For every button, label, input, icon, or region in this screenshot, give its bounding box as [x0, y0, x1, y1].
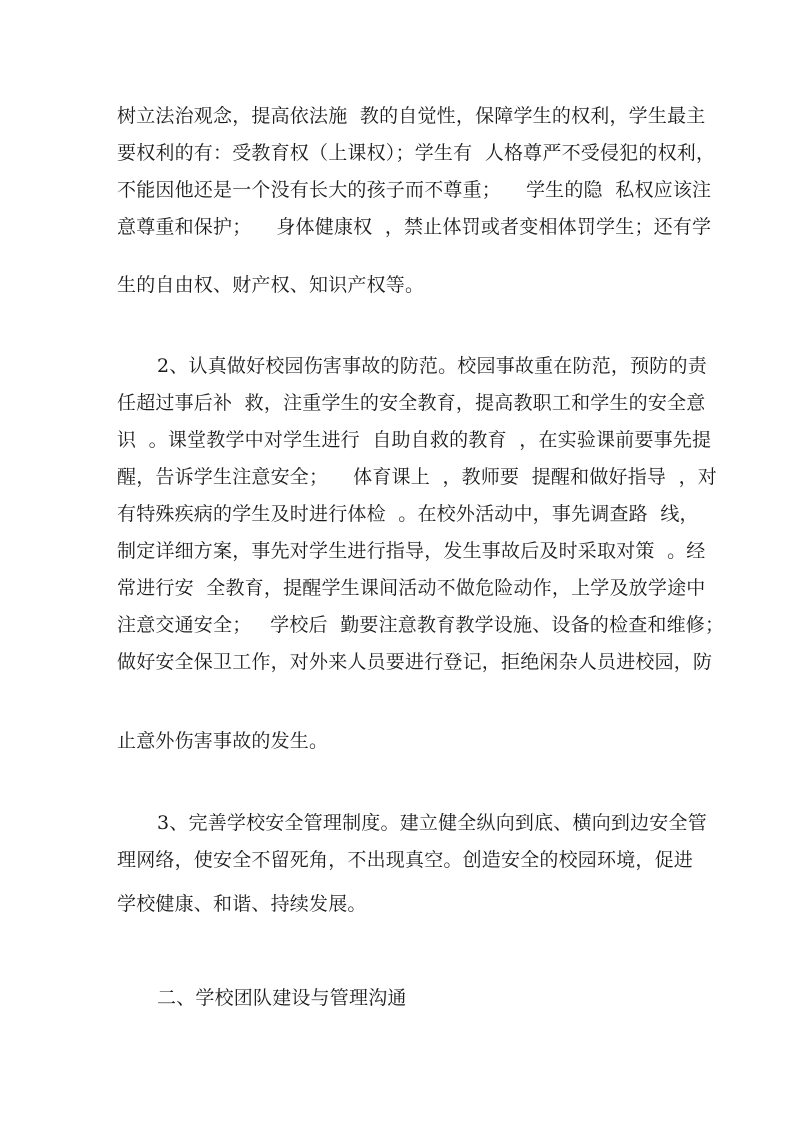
paragraph-3-line-1: 3、完善学校安全管理制度。建立健全纵向到底、横向到边安全管	[157, 812, 707, 834]
paragraph-2-line-9: 做好安全保卫工作，对外来人员要进行登记，拒绝闲杂人员进校园，防	[117, 651, 713, 673]
paragraph-2-line-6: 制定详细方案，事先对学生进行指导，发生事故后及时采取对策 。经	[117, 540, 706, 562]
paragraph-1-line-2: 要权利的有：受教育权（上课权）；学生有 人格尊严不受侵犯的权利，	[117, 142, 716, 164]
paragraph-3-line-2: 理网络，使安全不留死角，不出现真空。创造安全的校园环境，促进	[117, 849, 694, 871]
paragraph-1-line-4: 意尊重和保护； 身体健康权 ，禁止体罚或者变相体罚学生；还有学	[117, 216, 712, 238]
paragraph-2-line-10: 止意外伤害事故的发生。	[117, 730, 329, 752]
paragraph-3-line-3: 学校健康、和谐、持续发展。	[117, 893, 367, 915]
section-heading: 二、学校团队建设与管理沟通	[157, 987, 407, 1009]
paragraph-2-line-7: 常进行安 全教育，提醒学生课间活动不做危险动作，上学及放学途中	[117, 577, 706, 599]
paragraph-1-line-3: 不能因他还是一个没有长大的孩子而不尊重； 学生的隐 私权应该注	[117, 179, 712, 201]
paragraph-2-line-8: 注意交通安全； 学校后 勤要注意教育教学设施、设备的检查和维修；	[117, 614, 725, 636]
paragraph-2-line-2: 任超过事后补 救，注重学生的安全教育，提高教职工和学生的安全意	[117, 392, 706, 414]
paragraph-2-line-3: 识 。课堂教学中对学生进行 自助自救的教育 ，在实验课前要事先提	[117, 429, 712, 451]
paragraph-1-line-5: 生的自由权、财产权、知识产权等。	[117, 274, 425, 296]
paragraph-2-line-1: 2、认真做好校园伤害事故的防范。校园事故重在防范，预防的责	[157, 355, 707, 377]
paragraph-2-line-4: 醒，告诉学生注意安全； 体育课上 ，教师要 提醒和做好指导 ，对	[117, 466, 717, 488]
paragraph-1-line-1: 树立法治观念，提高依法施 教的自觉性，保障学生的权利，学生最主	[117, 105, 706, 127]
paragraph-2-line-5: 有特殊疾病的学生及时进行体检 。在校外活动中，事先调查路 线，	[117, 503, 699, 525]
